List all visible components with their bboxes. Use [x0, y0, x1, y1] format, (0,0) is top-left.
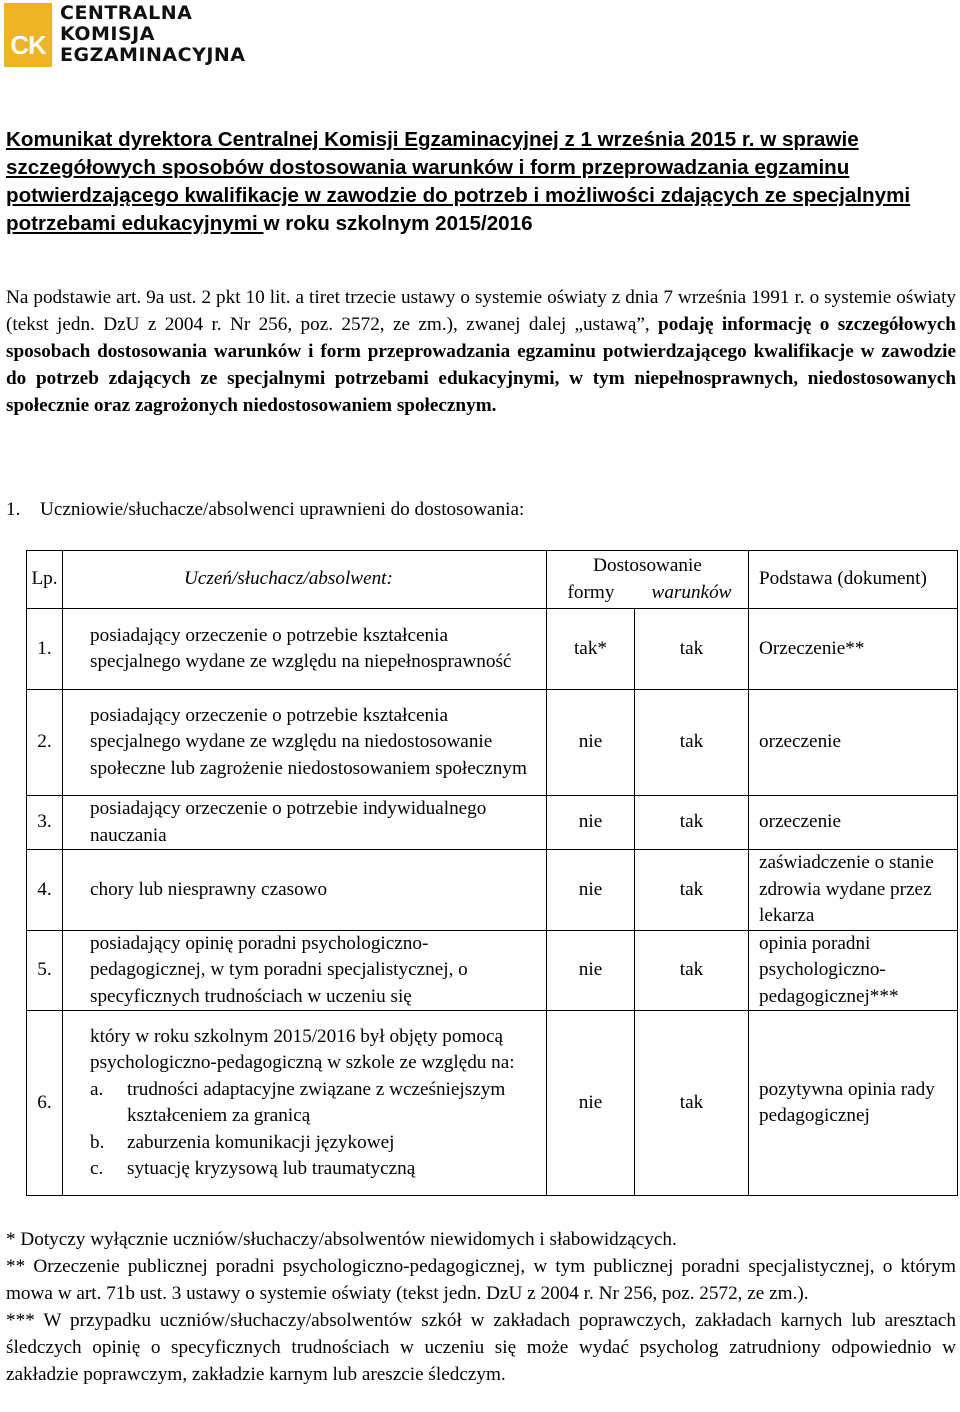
row-desc: posiadający orzeczenie o potrzebie indywidualnego nauczania	[63, 796, 547, 850]
row-basis: zaświadczenie o stanie zdrowia wydane przez lekarza	[749, 850, 958, 931]
list-item-text: trudności adaptacyjne związane z wcześniejszym kształceniem za granicą	[127, 1078, 506, 1126]
row-desc: posiadający opinię poradni psychologiczno-pedagogicznej, w tym poradni specjalistycznej, o specyficznych trudnościach w uczeniu się	[63, 930, 547, 1011]
row-warunkow: tak	[635, 796, 749, 850]
header-basis: Podstawa (dokument)	[749, 551, 958, 609]
reason-list	[90, 1077, 542, 1183]
logo-text	[60, 3, 246, 66]
footnotes	[6, 1226, 956, 1388]
row-desc: chory lub niesprawny czasowo	[63, 850, 547, 931]
row-warunkow: tak	[635, 930, 749, 1011]
document-title	[6, 126, 956, 238]
section-heading	[6, 496, 524, 523]
list-item-key: c.	[90, 1158, 104, 1179]
intro-bold: podaję informację o szczegółowych sposobach dostosowania warunków i form przeprowadzania egzaminu potwierdzającego kwalifikacje w zawodzie do potrzeb zdających ze specjalnymi potrzebami edukacyjnymi, w tym niepełnosprawnych, niedostosowanych społecznie oraz zagrożonych niedostosowaniem społecznym.	[6, 314, 956, 416]
logo-line: EGZAMINACYJNA	[60, 44, 246, 66]
row-warunkow: tak	[635, 609, 749, 690]
header-formy: formy	[567, 581, 615, 603]
list-item-text: sytuację kryzysową lub traumatyczną	[127, 1158, 416, 1179]
row-formy: nie	[547, 930, 635, 1011]
table-row	[27, 690, 958, 796]
table-row	[27, 796, 958, 850]
list-item-key: b.	[90, 1131, 105, 1153]
row-basis: opinia poradni psychologiczno-pedagogicznej***	[749, 930, 958, 1011]
row-lp: 1.	[27, 609, 63, 690]
header-warunkow: warunków	[651, 581, 732, 603]
footnote-2: ** Orzeczenie publicznej poradni psychologiczno-pedagogicznej, w tym publicznej poradni specjalistycznej, o którym mowa w art. 71b ust. 3 ustawy o systemie oświaty (tekst jedn. DzU z 2004 r. Nr 256, poz. 2572, ze zm.).	[6, 1256, 956, 1304]
table-row	[27, 609, 958, 690]
logo-mark: CK	[4, 3, 52, 67]
logo-line: KOMISJA	[60, 23, 155, 45]
row-formy: nie	[547, 850, 635, 931]
row-formy: nie	[547, 690, 635, 796]
row-desc: posiadający orzeczenie o potrzebie kształcenia specjalnego wydane ze względu na niedostosowanie społeczne lub zagrożenie niedostosowaniem społecznym	[63, 690, 547, 796]
row-basis: orzeczenie	[749, 690, 958, 796]
section-title: Uczniowie/słuchacze/absolwenci uprawnieni do dostosowania:	[40, 499, 525, 520]
row-basis: orzeczenie	[749, 796, 958, 850]
table-row	[27, 850, 958, 931]
title-main: Komunikat dyrektora Centralnej Komisji Egzaminacyjnej z 1 września 2015 r. w sprawie szczegółowych sposobów dostosowania warunków i form przeprowadzania egzaminu potwierdzającego kwalifikacje w zawodzie do potrzeb i możliwości zdających ze specjalnymi potrzebami edukacyjnymi	[6, 128, 911, 235]
table-header-row	[27, 551, 958, 609]
row-desc: który w roku szkolnym 2015/2016 był objęty pomocą psychologiczno-pedagogiczną w szkole ze względu na:	[90, 1025, 515, 1073]
list-item-text: zaburzenia komunikacji językowej	[127, 1131, 395, 1153]
row-warunkow: tak	[635, 1011, 749, 1196]
header-student: Uczeń/słuchacz/absolwent:	[63, 551, 547, 609]
header-dostosowanie	[547, 551, 749, 609]
list-item-key: a.	[90, 1078, 104, 1100]
eligibility-table	[26, 550, 958, 1196]
row-lp: 3.	[27, 796, 63, 850]
row-warunkow: tak	[635, 850, 749, 931]
row-formy: nie	[547, 1011, 635, 1196]
row-formy: nie	[547, 796, 635, 850]
row-lp: 4.	[27, 850, 63, 931]
header-lp: Lp.	[27, 551, 63, 609]
logo-line: CENTRALNA	[60, 2, 193, 24]
table-row	[27, 1011, 958, 1196]
row-formy: tak*	[547, 609, 635, 690]
section-number: 1.	[6, 499, 21, 520]
header-subcolumns	[547, 580, 748, 607]
row-warunkow: tak	[635, 690, 749, 796]
row-desc-6	[63, 1011, 547, 1196]
row-basis: Orzeczenie**	[749, 609, 958, 690]
footnote-3: *** W przypadku uczniów/słuchaczy/absolwentów szkół w zakładach poprawczych, zakładach karnych lub aresztach śledczych opinię o specyficznych trudnościach w uczeniu się może wydać psycholog zatrudniony odpowiednio w zakładzie poprawczym, zakładzie karnym lub areszcie śledczym.	[6, 1310, 956, 1385]
header-dostosowanie-label: Dostosowanie	[593, 555, 702, 576]
row-lp: 2.	[27, 690, 63, 796]
table-row	[27, 930, 958, 1011]
list-item	[90, 1077, 542, 1130]
title-tail: w roku szkolnym 2015/2016	[263, 212, 533, 235]
footnote-1: * Dotyczy wyłącznie uczniów/słuchaczy/absolwentów niewidomych i słabowidzących.	[6, 1229, 677, 1250]
row-desc: posiadający orzeczenie o potrzebie kształcenia specjalnego wydane ze względu na niepełnosprawność	[63, 609, 547, 690]
list-item	[90, 1156, 542, 1183]
cke-logo	[4, 3, 246, 67]
row-lp: 5.	[27, 930, 63, 1011]
row-lp: 6.	[27, 1011, 63, 1196]
intro-plain: Na podstawie art. 9a ust. 2 pkt 10 lit. a tiret trzecie ustawy o systemie oświaty z dnia 7 września 1991 r. o systemie oświaty (tekst jedn. DzU z 2004 r. Nr 256, poz. 2572, ze zm.), zwanej dalej „ustawą”,	[6, 287, 956, 335]
list-item	[90, 1130, 542, 1157]
intro-paragraph	[6, 284, 956, 419]
row-basis: pozytywna opinia rady pedagogicznej	[749, 1011, 958, 1196]
